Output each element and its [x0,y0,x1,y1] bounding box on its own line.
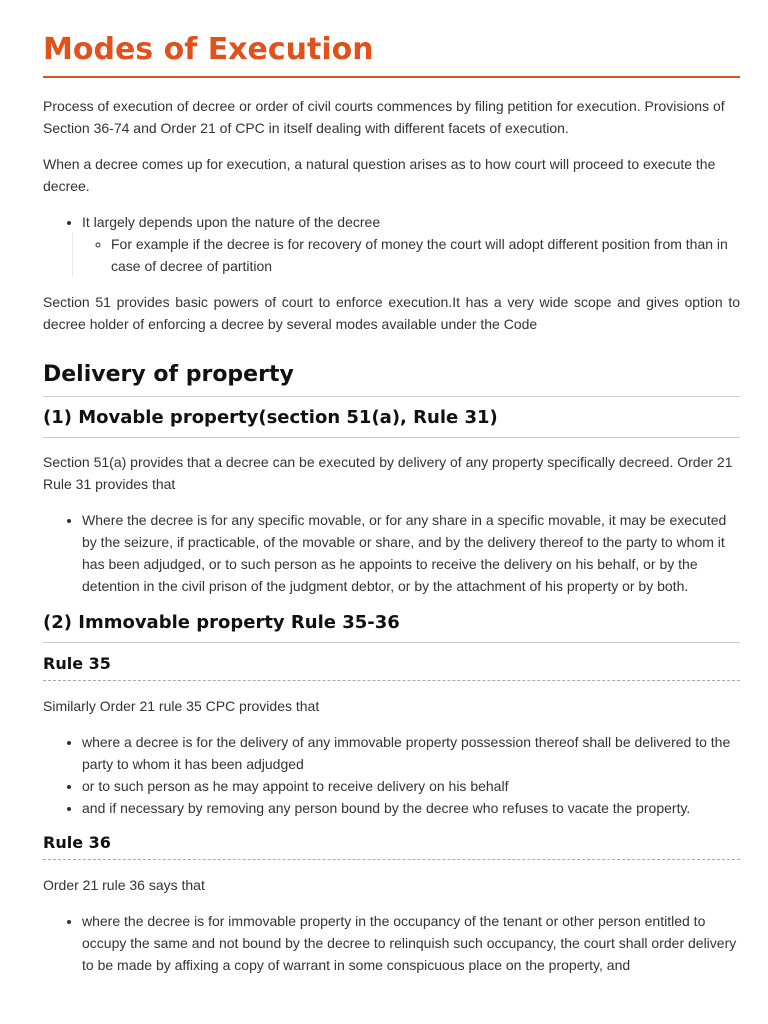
rule-36-heading: Rule 36 [43,832,740,860]
rule-35-heading: Rule 35 [43,653,740,681]
list-item-text: where a decree is for the delivery of any immovable property possession thereof shall be delivered to the party to whom it has been adjudged [82,734,731,772]
section-heading-delivery: Delivery of property [43,360,740,397]
subsection-heading-movable: (1) Movable property(section 51(a), Rule 31) [43,405,740,438]
intro-paragraph-1: Process of execution of decree or order of civil courts commences by filing petition for execution. Provisions of Section 36-74 and Order 21 of CPC in itself dealing with different facets of execution. [43,98,725,136]
list-item [111,233,740,277]
list-item-text: Where the decree is for any specific movable, or for any share in a specific movable, it may be executed by the seizure, if practicable, of the movable or share, and by the delivery thereof to the party to whom it has been adjudged, or to such person as he appoints to receive the delivery on his behalf, or by the detention in the civil prison of the judgment debtor, or by the attachment of his property or by both. [82,512,727,594]
list-item [82,910,740,976]
section-51-paragraph: Section 51 provides basic powers of court to enforce execution.It has a very wide scope and gives option to decree holder of enforcing a decree by several modes available under the Code [43,294,740,332]
list-item-text: It largely depends upon the nature of the decree [82,214,381,230]
rule-36-paragraph: Order 21 rule 36 says that [43,877,205,893]
rule-36-bullet-list [43,910,740,976]
list-item-text: where the decree is for immovable property in the occupancy of the tenant or other person entitled to occupy the same and not bound by the decree to relinquish such occupancy, the court shall order delivery to be made by affixing a copy of warrant in some conspicuous place on the property, and [82,913,737,973]
document-page [43,0,740,976]
movable-paragraph: Section 51(a) provides that a decree can be executed by delivery of any property specifically decreed. Order 21 Rule 31 provides that [43,454,733,492]
list-item [82,797,740,819]
list-item [82,509,740,597]
nested-bullet-list [72,233,740,277]
list-item-text: For example if the decree is for recovery of money the court will adopt different position from than in case of decree of partition [111,236,728,274]
page-title: Modes of Execution [43,30,740,78]
list-item-text: and if necessary by removing any person bound by the decree who refuses to vacate the property. [82,800,691,816]
rule-35-bullet-list [43,731,740,819]
list-item-text: or to such person as he may appoint to receive delivery on his behalf [82,778,509,794]
list-item [82,775,740,797]
intro-paragraph-2: When a decree comes up for execution, a natural question arises as to how court will proceed to execute the decree. [43,156,716,194]
intro-bullet-list [43,211,740,277]
list-item [82,731,740,775]
rule-35-paragraph: Similarly Order 21 rule 35 CPC provides that [43,698,320,714]
movable-bullet-list [43,509,740,597]
list-item [82,211,740,277]
subsection-heading-immovable: (2) Immovable property Rule 35-36 [43,610,740,643]
